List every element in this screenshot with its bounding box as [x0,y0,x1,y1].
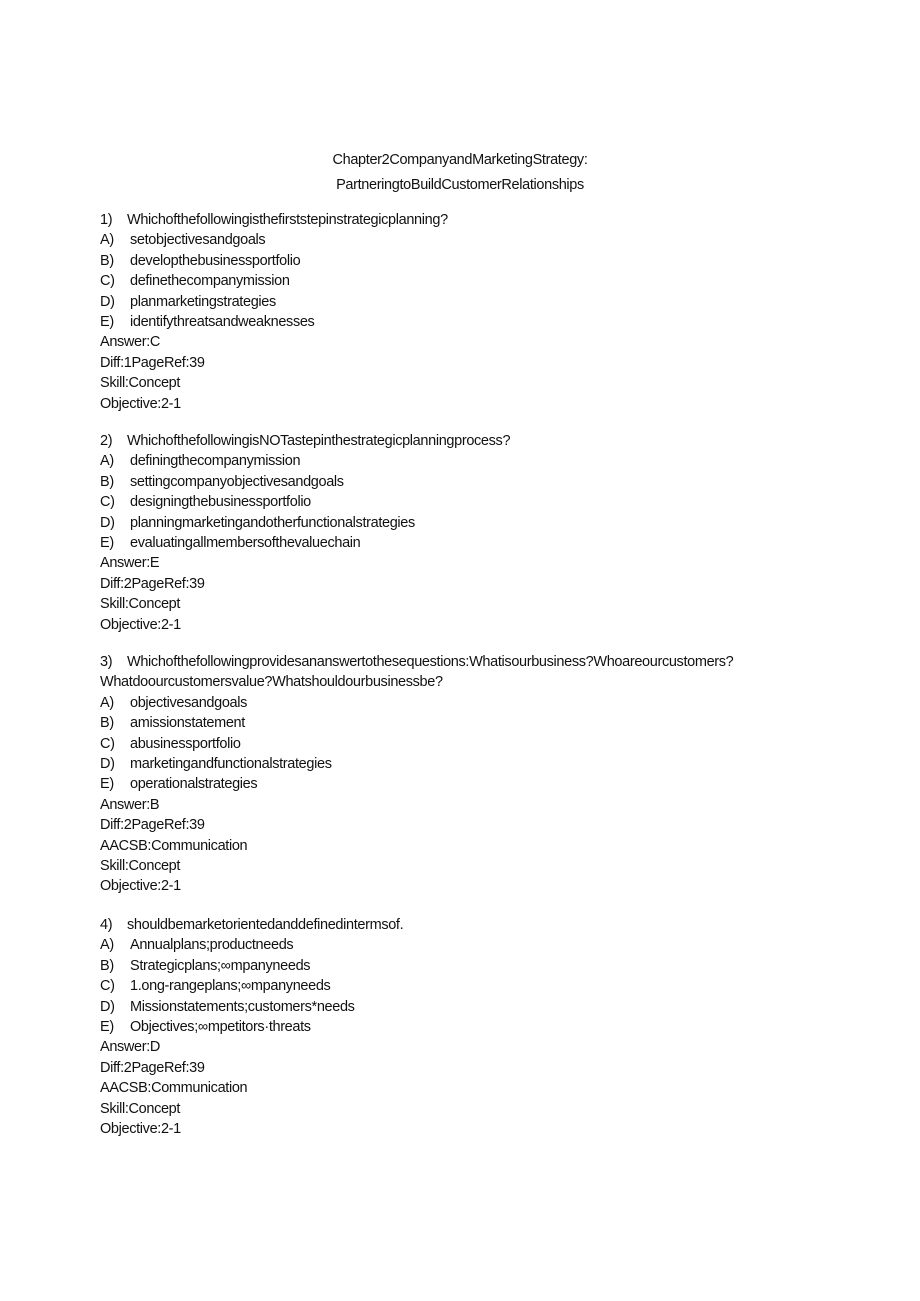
option-text: Missionstatements;customers*needs [130,998,355,1015]
option-letter: E) [100,313,114,330]
aacsb-tag: AACSB:Communication [100,837,248,854]
answer-option-d [100,754,820,774]
question-2 [100,431,820,635]
question-text: WhichofthefollowingisNOTastepinthestrategicplanningprocess? [127,433,511,449]
option-text: amissionstatement [130,715,245,732]
option-letter: C) [100,494,115,511]
option-text: definethecompanymission [130,273,290,290]
answer-option-c [100,271,820,291]
difficulty-page-ref: Diff:1PageRef:39 [100,354,205,371]
option-text: planningmarketingandotherfunctionalstrategies [130,514,415,531]
skill-tag: Skill:Concept [100,1100,181,1117]
objective-tag: Objective:2-1 [100,1120,181,1137]
option-text: marketingandfunctionalstrategies [130,755,332,772]
question-stem-continued: Whatdoourcustomersvalue?Whatshouldourbusinessbe? [100,674,443,691]
option-text: designingthebusinessportfolio [130,494,311,511]
answer-option-b [100,472,820,492]
skill-tag: Skill:Concept [100,596,181,613]
answer-option-b [100,956,820,976]
option-letter: C) [100,978,115,995]
question-number: 3) [100,654,113,670]
option-letter: D) [100,998,115,1015]
question-text: Whichofthefollowingisthefirststepinstrategicplanning? [127,212,448,228]
option-letter: E) [100,776,114,793]
question-4 [100,915,820,1139]
answer-option-a [100,230,820,250]
answer-option-a [100,693,820,713]
answer-option-e [100,312,820,332]
option-text: evaluatingallmembersofthevaluechain [130,534,361,551]
option-letter: C) [100,735,115,752]
objective-tag: Objective:2-1 [100,878,181,895]
option-letter: A) [100,453,114,470]
objective-tag: Objective:2-1 [100,395,181,412]
answer-option-d [100,513,820,533]
option-text: Objectives;∞mpetitors·threats [130,1018,311,1035]
option-text: settingcompanyobjectivesandgoals [130,473,344,490]
question-stem [100,210,820,230]
answer-option-e [100,1017,820,1037]
skill-tag: Skill:Concept [100,857,181,874]
option-letter: D) [100,293,115,310]
difficulty-page-ref: Diff:2PageRef:39 [100,1059,205,1076]
objective-tag: Objective:2-1 [100,616,181,633]
option-letter: B) [100,715,114,732]
answer-option-b [100,713,820,733]
option-text: identifythreatsandweaknesses [130,313,315,330]
answer-option-e [100,774,820,794]
answer-option-a [100,451,820,471]
question-stem [100,915,820,935]
option-text: Strategicplans;∞mpanyneeds [130,957,311,974]
difficulty-page-ref: Diff:2PageRef:39 [100,575,205,592]
question-3 [100,652,820,897]
option-letter: D) [100,755,115,772]
option-letter: B) [100,957,114,974]
question-stem [100,431,820,451]
chapter-title [0,150,920,200]
option-text: objectivesandgoals [130,694,248,711]
answer-option-c [100,734,820,754]
answer-key: Answer:C [100,334,161,351]
aacsb-tag: AACSB:Communication [100,1080,248,1097]
question-number: 2) [100,433,113,449]
option-letter: B) [100,252,114,269]
question-text: Whichofthefollowingprovidesananswertothesequestions:Whatisourbusiness?Whoareourcustomers? [127,654,734,670]
option-letter: E) [100,534,114,551]
skill-tag: Skill:Concept [100,375,181,392]
option-text: 1.ong-rangeplans;∞mpanyneeds [130,978,331,995]
option-letter: D) [100,514,115,531]
option-text: operationalstrategies [130,776,258,793]
option-text: definingthecompanymission [130,453,301,470]
option-text: developthebusinessportfolio [130,252,301,269]
answer-option-d [100,292,820,312]
option-letter: A) [100,694,114,711]
question-number: 4) [100,917,113,933]
option-text: setobjectivesandgoals [130,232,266,249]
option-letter: A) [100,937,114,954]
answer-key: Answer:B [100,796,160,813]
answer-option-e [100,533,820,553]
answer-option-d [100,997,820,1017]
chapter-title-line-1: Chapter2CompanyandMarketingStrategy: [332,152,588,168]
answer-option-b [100,251,820,271]
question-stem [100,652,820,672]
option-text: Annualplans;productneeds [130,937,294,954]
answer-key: Answer:E [100,555,160,572]
answer-option-a [100,935,820,955]
question-text: shouldbemarketorientedanddefinedintermsof. [127,917,404,933]
answer-option-c [100,976,820,996]
answer-key: Answer:D [100,1039,161,1056]
option-text: abusinessportfolio [130,735,241,752]
answer-option-c [100,492,820,512]
option-letter: B) [100,473,114,490]
chapter-title-line-2: PartneringtoBuildCustomerRelationships [336,177,584,193]
option-text: planmarketingstrategies [130,293,276,310]
option-letter: E) [100,1018,114,1035]
option-letter: A) [100,232,114,249]
difficulty-page-ref: Diff:2PageRef:39 [100,817,205,834]
question-1 [100,210,820,414]
option-letter: C) [100,273,115,290]
question-number: 1) [100,212,113,228]
